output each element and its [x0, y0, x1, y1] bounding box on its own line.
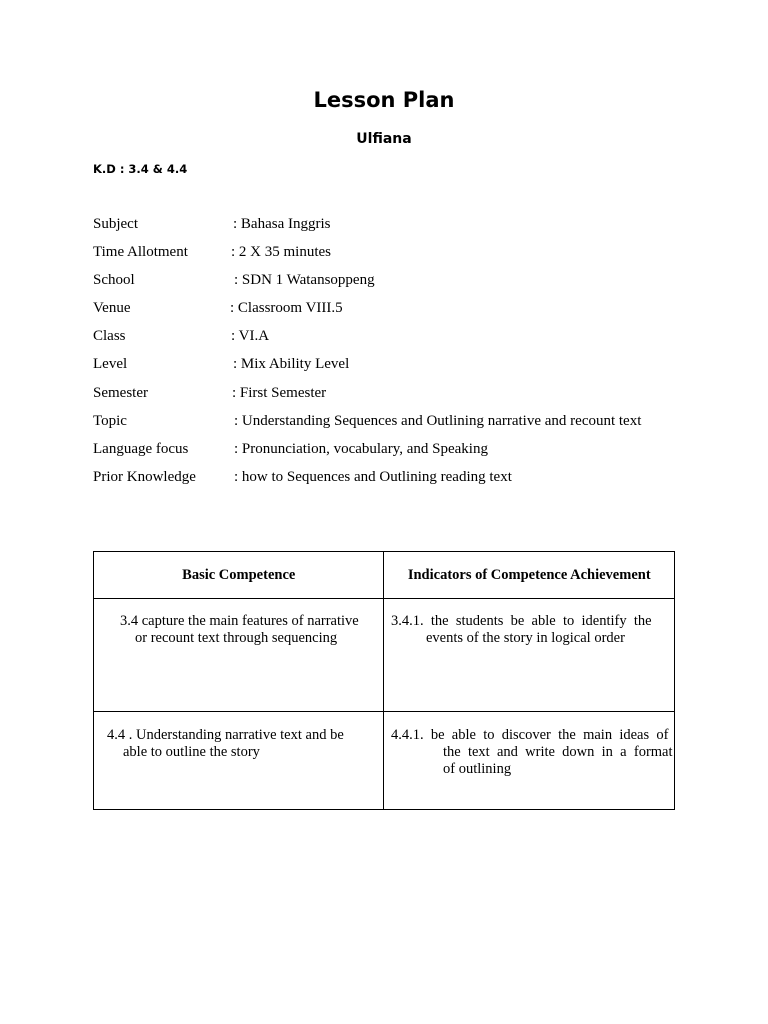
info-label: School: [93, 272, 135, 289]
cell-text-r2c1: [93, 727, 383, 761]
info-label: Language focus: [93, 440, 189, 457]
info-label: Time Allotment: [93, 244, 188, 261]
info-value: : Understanding Sequences and Outlining narrative and recount text: [234, 412, 642, 429]
cell-line: 3.4 capture the main features of narrative: [120, 613, 359, 629]
column-header: Basic Competence: [94, 552, 384, 599]
info-label: Class: [93, 328, 126, 345]
table-header-row: [94, 552, 675, 599]
column-header: Indicators of Competence Achievement: [384, 552, 675, 599]
info-value: : SDN 1 Watansoppeng: [234, 272, 375, 289]
info-label: Semester: [93, 384, 148, 401]
info-row-subject: [93, 215, 713, 243]
cell-line: 4.4.1. be able to discover the main ideas of: [391, 727, 669, 743]
info-row-venue: [93, 299, 713, 327]
info-value: : 2 X 35 minutes: [231, 244, 331, 261]
info-value: : how to Sequences and Outlining reading text: [234, 468, 512, 485]
info-value: : First Semester: [232, 384, 327, 401]
cell-text-r1c1: [93, 613, 383, 647]
cell-line: events of the story in logical order: [426, 630, 625, 646]
cell-line: the text and write down in a format: [443, 744, 673, 760]
author-name: Ulfiana: [356, 131, 412, 147]
info-value: : Mix Ability Level: [233, 356, 350, 373]
info-label: Topic: [93, 412, 127, 429]
info-row-topic: [93, 412, 713, 440]
lesson-info: [93, 215, 713, 496]
info-label: Venue: [93, 300, 131, 317]
info-row-time-allotment: [93, 243, 713, 271]
info-row-prior-knowledge: [93, 468, 713, 496]
cell-line: or recount text through sequencing: [135, 630, 338, 646]
info-row-class: [93, 327, 713, 355]
info-row-language-focus: [93, 440, 713, 468]
cell-line: of outlining: [443, 761, 512, 777]
document-title: Lesson Plan: [313, 88, 455, 112]
info-row-level: [93, 355, 713, 383]
info-value: : Classroom VIII.5: [230, 300, 343, 317]
kd-label: K.D : 3.4 & 4.4: [93, 162, 188, 176]
info-label: Subject: [93, 216, 138, 232]
cell-text-r2c2: [384, 727, 675, 778]
info-label: Level: [93, 356, 128, 373]
cell-line: 4.4 . Understanding narrative text and be: [107, 727, 344, 743]
cell-text-r1c2: [384, 613, 675, 647]
info-row-school: [93, 271, 713, 299]
cell-line: 3.4.1. the students be able to identify the: [391, 613, 652, 629]
info-row-semester: [93, 384, 713, 412]
info-value: : Bahasa Inggris: [233, 216, 331, 232]
info-label: Prior Knowledge: [93, 468, 196, 485]
info-value: : Pronunciation, vocabulary, and Speaking: [234, 440, 488, 457]
cell-line: able to outline the story: [123, 744, 260, 760]
info-value: : VI.A: [231, 328, 270, 345]
